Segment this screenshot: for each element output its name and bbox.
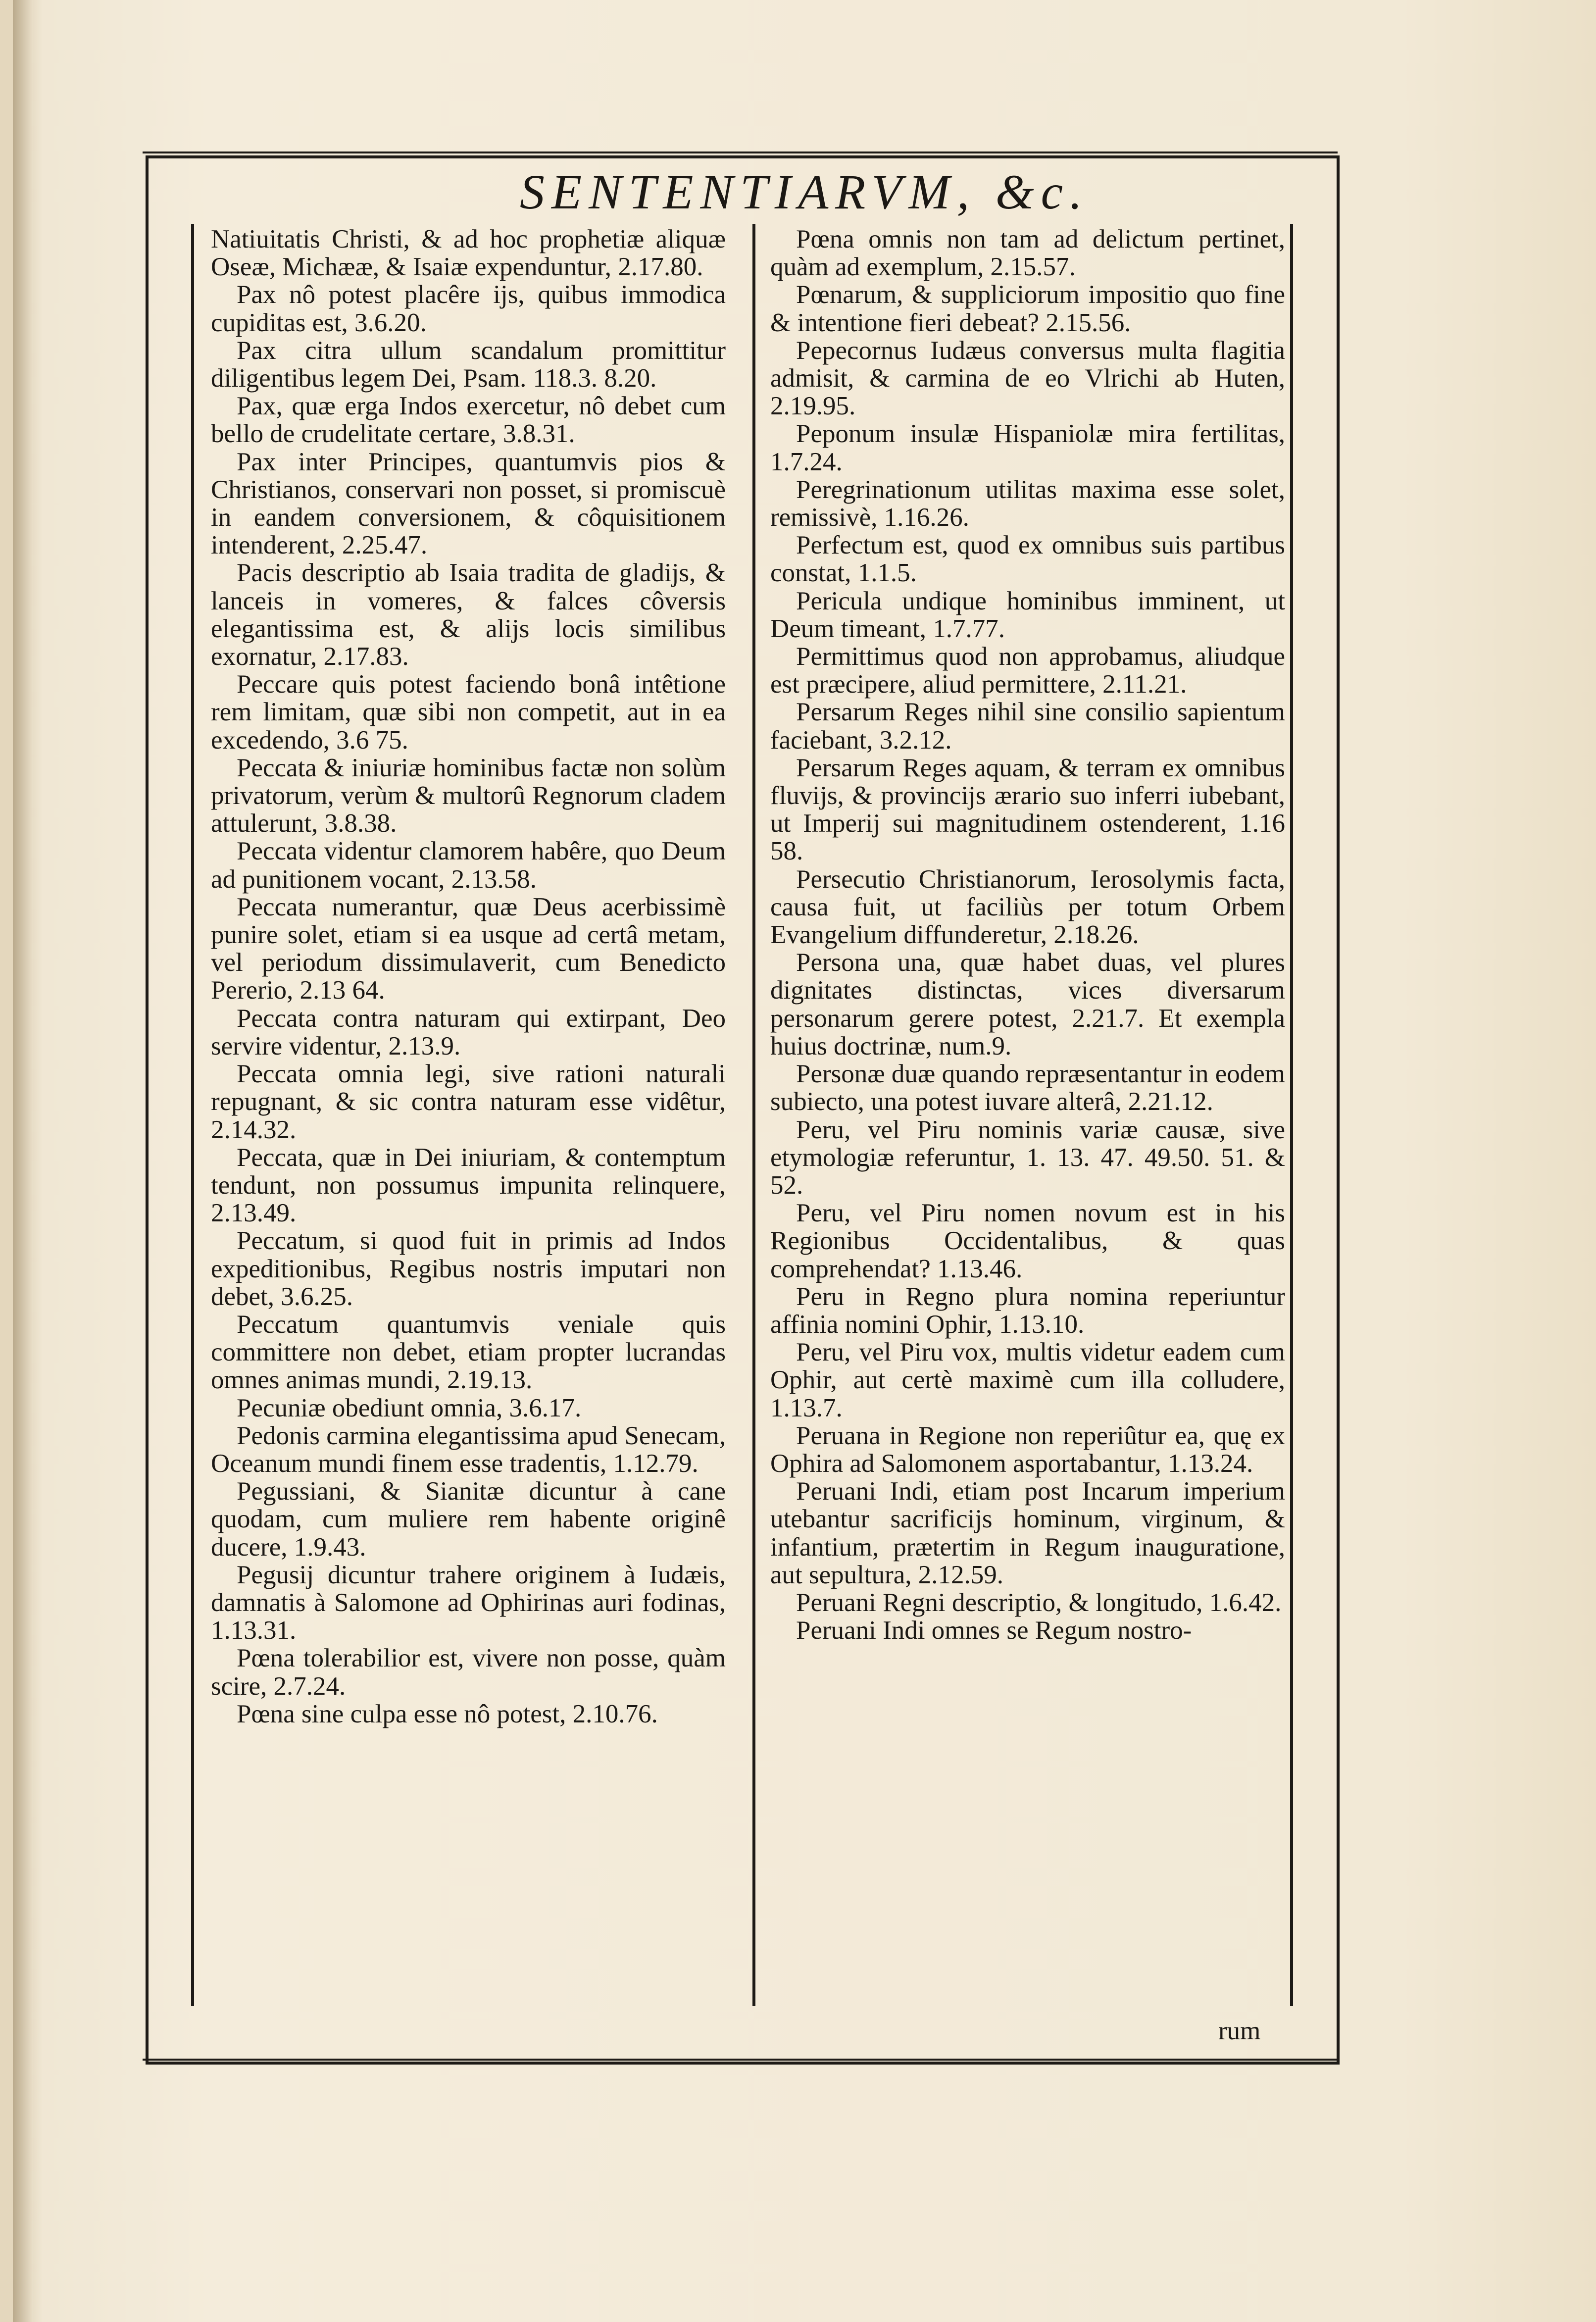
index-entry: Peru, vel Piru nomen novum est in his Regionibus Occidentalibus, & quas comprehendat? 1.13.46. <box>770 1199 1285 1283</box>
center-column-rule <box>752 224 755 2006</box>
right-column <box>770 225 1285 1644</box>
index-entry: Natiuitatis Christi, & ad hoc prophetiæ aliquæ Oseæ, Michææ, & Isaiæ expenduntur, 2.17.80. <box>211 225 726 282</box>
index-entry: Pax citra ullum scandalum promittitur diligentibus legem Dei, Psam. 118.3. 8.20. <box>211 336 726 393</box>
index-entry: Peru, vel Piru nominis variæ causæ, sive etymologiæ referuntur, 1. 13. 47. 49.50. 51. & 52. <box>770 1115 1285 1200</box>
index-entry: Peru in Regno plura nomina reperiuntur affinia nomini Ophir, 1.13.10. <box>770 1282 1285 1339</box>
left-column <box>211 225 726 1728</box>
index-entry: Peccata & iniuriæ hominibus factæ non solùm privatorum, verùm & multorû Regnorum cladem attulerunt, 3.8.38. <box>211 753 726 838</box>
index-entry: Peruana in Regione non reperiûtur ea, quę ex Ophira ad Salomonem asportabantur, 1.13.24. <box>770 1421 1285 1478</box>
index-entry: Peccatum quantumvis veniale quis committere non debet, etiam propter lucrandas omnes animas mundi, 2.19.13. <box>211 1310 726 1395</box>
index-entry: Pegusij dicuntur trahere originem à Iudæis, damnatis à Salomone ad Ophirinas auri fodinas, 1.13.31. <box>211 1560 726 1645</box>
left-column-rule <box>191 224 194 2006</box>
index-entry: Peccata numerantur, quæ Deus acerbissimè punire solet, etiam si ea usque ad certâ metam, vel periodum dissimulaverit, cum Benedicto Pererio, 2.13 64. <box>211 892 726 1005</box>
index-entry: Permittimus quod non approbamus, aliudque est præcipere, aliud permittere, 2.11.21. <box>770 642 1285 699</box>
index-entry: Peccata omnia legi, sive rationi naturali repugnant, & sic contra naturam esse vidêtur, 2.14.32. <box>211 1060 726 1144</box>
index-entry: Persarum Reges aquam, & terram ex omnibus fluvijs, & provincijs ærario suo inferri iubebant, ut Imperij sui magnitudinem ostenderent, 1.16 58. <box>770 753 1285 866</box>
index-entry: Peccata contra naturam qui extirpant, Deo servire videntur, 2.13.9. <box>211 1004 726 1060</box>
index-entry: Pax inter Principes, quantumvis pios & Christianos, conservari non posset, si promiscuè in eandem conversionem, & côquisitionem intenderent, 2.25.47. <box>211 447 726 560</box>
index-entry: Pepecornus Iudæus conversus multa flagitia admisit, & carmina de eo Vlrichi ab Huten, 2.19.95. <box>770 336 1285 421</box>
index-entry: Persarum Reges nihil sine consilio sapientum faciebant, 3.2.12. <box>770 698 1285 755</box>
index-entry: Peponum insulæ Hispaniolæ mira fertilitas, 1.7.24. <box>770 419 1285 476</box>
book-page <box>13 0 1596 2322</box>
index-entry: Peregrinationum utilitas maxima esse solet, remissivè, 1.16.26. <box>770 475 1285 532</box>
right-column-rule <box>1290 224 1293 2006</box>
index-entry: Pecuniæ obediunt omnia, 3.6.17. <box>237 1393 582 1422</box>
index-entry: Pax, quæ erga Indos exercetur, nô debet cum bello de crudelitate certare, 3.8.31. <box>211 392 726 449</box>
index-entry: Peruani Regni descriptio, & longitudo, 1.6.42. <box>796 1588 1282 1617</box>
index-entry: Pericula undique hominibus imminent, ut Deum timeant, 1.7.77. <box>770 586 1285 643</box>
index-entry: Pacis descriptio ab Isaia tradita de gladijs, & lanceis in vomeres, & falces côversis elegantissima est, & alijs locis similibus exornatur, 2.17.83. <box>211 558 726 671</box>
running-head: SENTENTIARVM, &c. <box>519 164 1089 219</box>
index-entry: Peruani Indi omnes se Regum nostro- <box>796 1616 1192 1645</box>
index-entry: Peru, vel Piru vox, multis videtur eadem cum Ophir, aut certè maximè cum illa colludere, 1.13.7. <box>770 1338 1285 1422</box>
index-entry: Pœna tolerabilior est, vivere non posse, quàm scire, 2.7.24. <box>211 1644 726 1701</box>
footer-rule <box>143 2059 1338 2061</box>
index-entry: Persecutio Christianorum, Ierosolymis facta, causa fuit, ut faciliùs per totum Orbem Evangelium diffunderetur, 2.18.26. <box>770 864 1285 950</box>
index-entry: Perfectum est, quod ex omnibus suis partibus constat, 1.1.5. <box>770 531 1285 588</box>
index-entry: Pedonis carmina elegantissima apud Senecam, Oceanum mundi finem esse tradentis, 1.12.79. <box>211 1421 726 1478</box>
index-entry: Peccata, quæ in Dei iniuriam, & contemptum tendunt, non possumus impunita relinquere, 2.13.49. <box>211 1143 726 1228</box>
index-entry: Personæ duæ quando repræsentantur in eodem subiecto, una potest iuvare alterâ, 2.21.12. <box>770 1060 1285 1116</box>
index-entry: Peccatum, si quod fuit in primis ad Indos expeditionibus, Regibus nostris imputari non debet, 3.6.25. <box>211 1226 726 1311</box>
gutter-shadow <box>13 0 33 2322</box>
index-entry: Pax nô potest placêre ijs, quibus immodica cupiditas est, 3.6.20. <box>211 280 726 337</box>
index-entry: Peccare quis potest faciendo bonâ intêtione rem limitam, quæ sibi non competit, aut in ea excedendo, 3.6 75. <box>211 670 726 755</box>
header-rule <box>143 151 1338 153</box>
index-entry: Pegussiani, & Sianitæ dicuntur à cane quodam, cum muliere rem habente originê ducere, 1.9.43. <box>211 1477 726 1562</box>
index-entry: Pœnarum, & suppliciorum impositio quo fine & intentione fieri debeat? 2.15.56. <box>770 280 1285 337</box>
index-entry: Persona una, quæ habet duas, vel plures dignitates distinctas, vices diversarum personarum gerere potest, 2.21.7. Et exempla huius doctrinæ, num.9. <box>770 948 1285 1060</box>
index-entry: Pœna omnis non tam ad delictum pertinet, quàm ad exemplum, 2.15.57. <box>770 225 1285 282</box>
index-entry: Peruani Indi, etiam post Incarum imperium utebantur sacrificijs hominum, virginum, & infantium, prætertim in Regum inauguratione, aut sepultura, 2.12.59. <box>770 1477 1285 1589</box>
index-entry: Pœna sine culpa esse nô potest, 2.10.76. <box>237 1699 658 1728</box>
index-entry: Peccata videntur clamorem habêre, quo Deum ad punitionem vocant, 2.13.58. <box>211 837 726 894</box>
catchword: rum <box>1218 2017 1261 2045</box>
